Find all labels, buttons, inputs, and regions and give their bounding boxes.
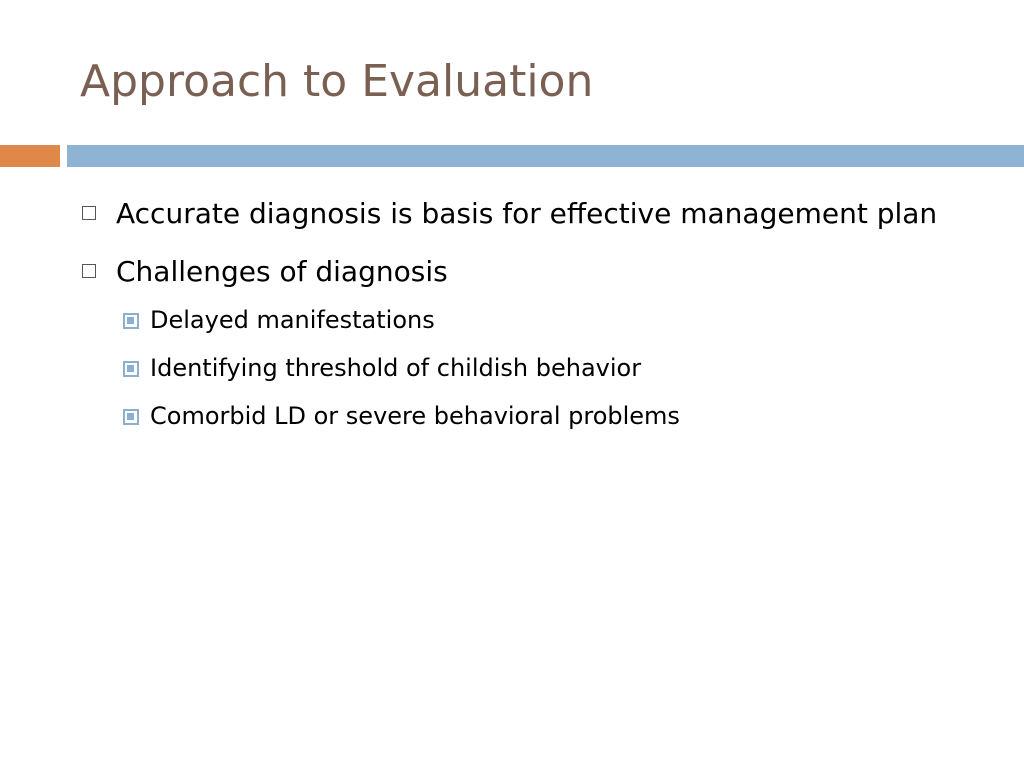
bullet-item xyxy=(80,190,980,238)
title-accent-bar xyxy=(0,145,60,167)
bullet-item xyxy=(80,248,980,296)
bullet-text: Accurate diagnosis is basis for effective management plan xyxy=(116,197,938,230)
title-divider-bar xyxy=(67,145,1024,167)
sub-bullet-item xyxy=(80,398,980,434)
sub-bullet-text: Comorbid LD or severe behavioral problems xyxy=(150,402,680,430)
bullet-text: Challenges of diagnosis xyxy=(116,255,448,288)
sub-bullet-item xyxy=(80,302,980,338)
slide-body xyxy=(80,190,980,450)
hollow-square-bullet-icon xyxy=(82,264,96,278)
filled-square-bullet-icon xyxy=(123,313,139,329)
sub-bullet-item xyxy=(80,350,980,386)
filled-square-bullet-icon xyxy=(123,361,139,377)
sub-bullet-text: Delayed manifestations xyxy=(150,306,435,334)
slide-title: Approach to Evaluation xyxy=(80,56,594,107)
hollow-square-bullet-icon xyxy=(82,206,96,220)
sub-bullet-text: Identifying threshold of childish behavior xyxy=(150,354,642,382)
filled-square-bullet-icon xyxy=(123,409,139,425)
